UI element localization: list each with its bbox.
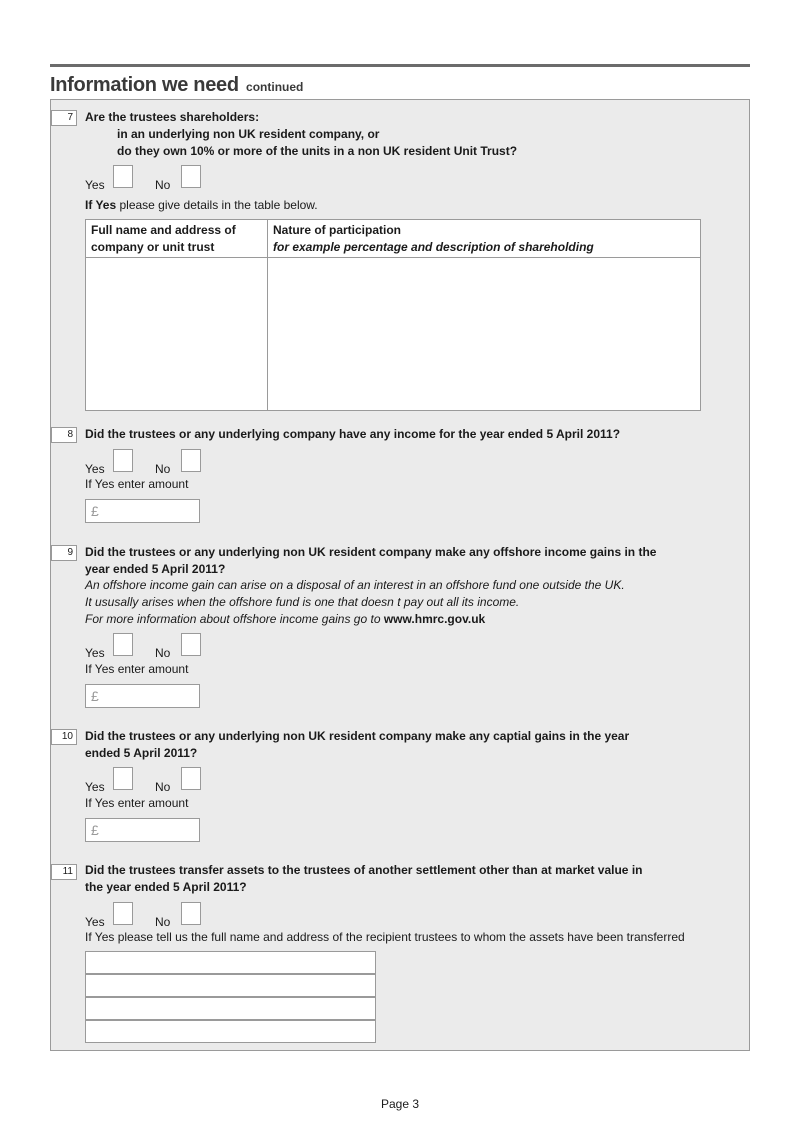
recipient-address-line-2[interactable] (85, 974, 376, 997)
q10-yes-checkbox[interactable] (113, 767, 133, 790)
q10-amount-field[interactable]: £ (85, 818, 200, 842)
q10-yes-label: Yes (85, 780, 105, 794)
q8-if-yes-instruction: If Yes enter amount (85, 477, 189, 491)
recipient-address-line-4[interactable] (85, 1020, 376, 1043)
table-cell-name-address[interactable] (86, 258, 267, 410)
q10-if-yes-instruction: If Yes enter amount (85, 796, 189, 810)
q7-option-a: in an underlying non UK resident company, or (117, 127, 380, 141)
q7-question: Are the trustees shareholders: (85, 110, 260, 124)
q8-yes-label: Yes (85, 462, 105, 476)
q11-no-label: No (155, 915, 171, 929)
continued-label: continued (246, 80, 304, 94)
shareholding-table (85, 219, 701, 411)
recipient-address-line-3[interactable] (85, 997, 376, 1020)
q9-note-line2: It ususally arises when the offshore fund is one that doesn t pay out all its income. (85, 595, 520, 609)
q7-yes-checkbox[interactable] (113, 165, 133, 188)
table-cell-participation[interactable] (268, 258, 700, 410)
hmrc-link[interactable]: www.hmrc.gov.uk (383, 612, 486, 626)
q9-question-line2: year ended 5 April 2011? (85, 562, 226, 576)
q9-amount-field[interactable]: £ (85, 684, 200, 708)
table-header-participation: Nature of participation for example percentage and description of shareholding (273, 223, 594, 254)
q7-yes-label: Yes (85, 178, 105, 192)
q9-yes-label: Yes (85, 646, 105, 660)
q10-question-line1: Did the trustees or any underlying non UK resident company make any captial gains in the year (85, 729, 630, 743)
q11-no-checkbox[interactable] (181, 902, 201, 925)
q8-amount-field[interactable]: £ (85, 499, 200, 523)
q9-question-line1: Did the trustees or any underlying non UK resident company make any offshore income gains in the (85, 545, 657, 559)
q11-question-line2: the year ended 5 April 2011? (85, 880, 247, 894)
top-rule (50, 64, 750, 67)
q11-if-yes-instruction: If Yes please tell us the full name and address of the recipient trustees to whom the assets have been transferred (85, 930, 685, 944)
q7-no-checkbox[interactable] (181, 165, 201, 188)
q7-no-label: No (155, 178, 171, 192)
q10-no-label: No (155, 780, 171, 794)
q10-question-line2: ended 5 April 2011? (85, 746, 198, 760)
q9-if-yes-instruction: If Yes enter amount (85, 662, 189, 676)
page-number: Page 3 (380, 1097, 420, 1111)
q9-no-checkbox[interactable] (181, 633, 201, 656)
question-number-9: 9 (51, 545, 77, 561)
q9-yes-checkbox[interactable] (113, 633, 133, 656)
q7-if-yes-instruction: If Yes please give details in the table below. (85, 198, 318, 212)
q8-no-label: No (155, 462, 171, 476)
q8-yes-checkbox[interactable] (113, 449, 133, 472)
question-number-7: 7 (51, 110, 77, 126)
q9-note-line1: An offshore income gain can arise on a disposal of an interest in an offshore fund one outside the UK. (85, 578, 625, 592)
q10-no-checkbox[interactable] (181, 767, 201, 790)
q7-option-b: do they own 10% or more of the units in a non UK resident Unit Trust? (117, 144, 518, 158)
recipient-address-line-1[interactable] (85, 951, 376, 974)
question-number-8: 8 (51, 427, 77, 443)
q9-no-label: No (155, 646, 171, 660)
question-number-10: 10 (51, 729, 77, 745)
table-header-name-address: Full name and address of company or unit trust (91, 223, 236, 254)
q8-no-checkbox[interactable] (181, 449, 201, 472)
q11-question-line1: Did the trustees transfer assets to the trustees of another settlement other than at market value in (85, 863, 643, 877)
q11-yes-label: Yes (85, 915, 105, 929)
question-number-11: 11 (51, 864, 77, 880)
q8-question: Did the trustees or any underlying company have any income for the year ended 5 April 2011? (85, 427, 621, 441)
page-title: Information we need continued (50, 74, 304, 96)
q9-note-line3: For more information about offshore income gains go to www.hmrc.gov.uk (85, 612, 486, 626)
q11-yes-checkbox[interactable] (113, 902, 133, 925)
